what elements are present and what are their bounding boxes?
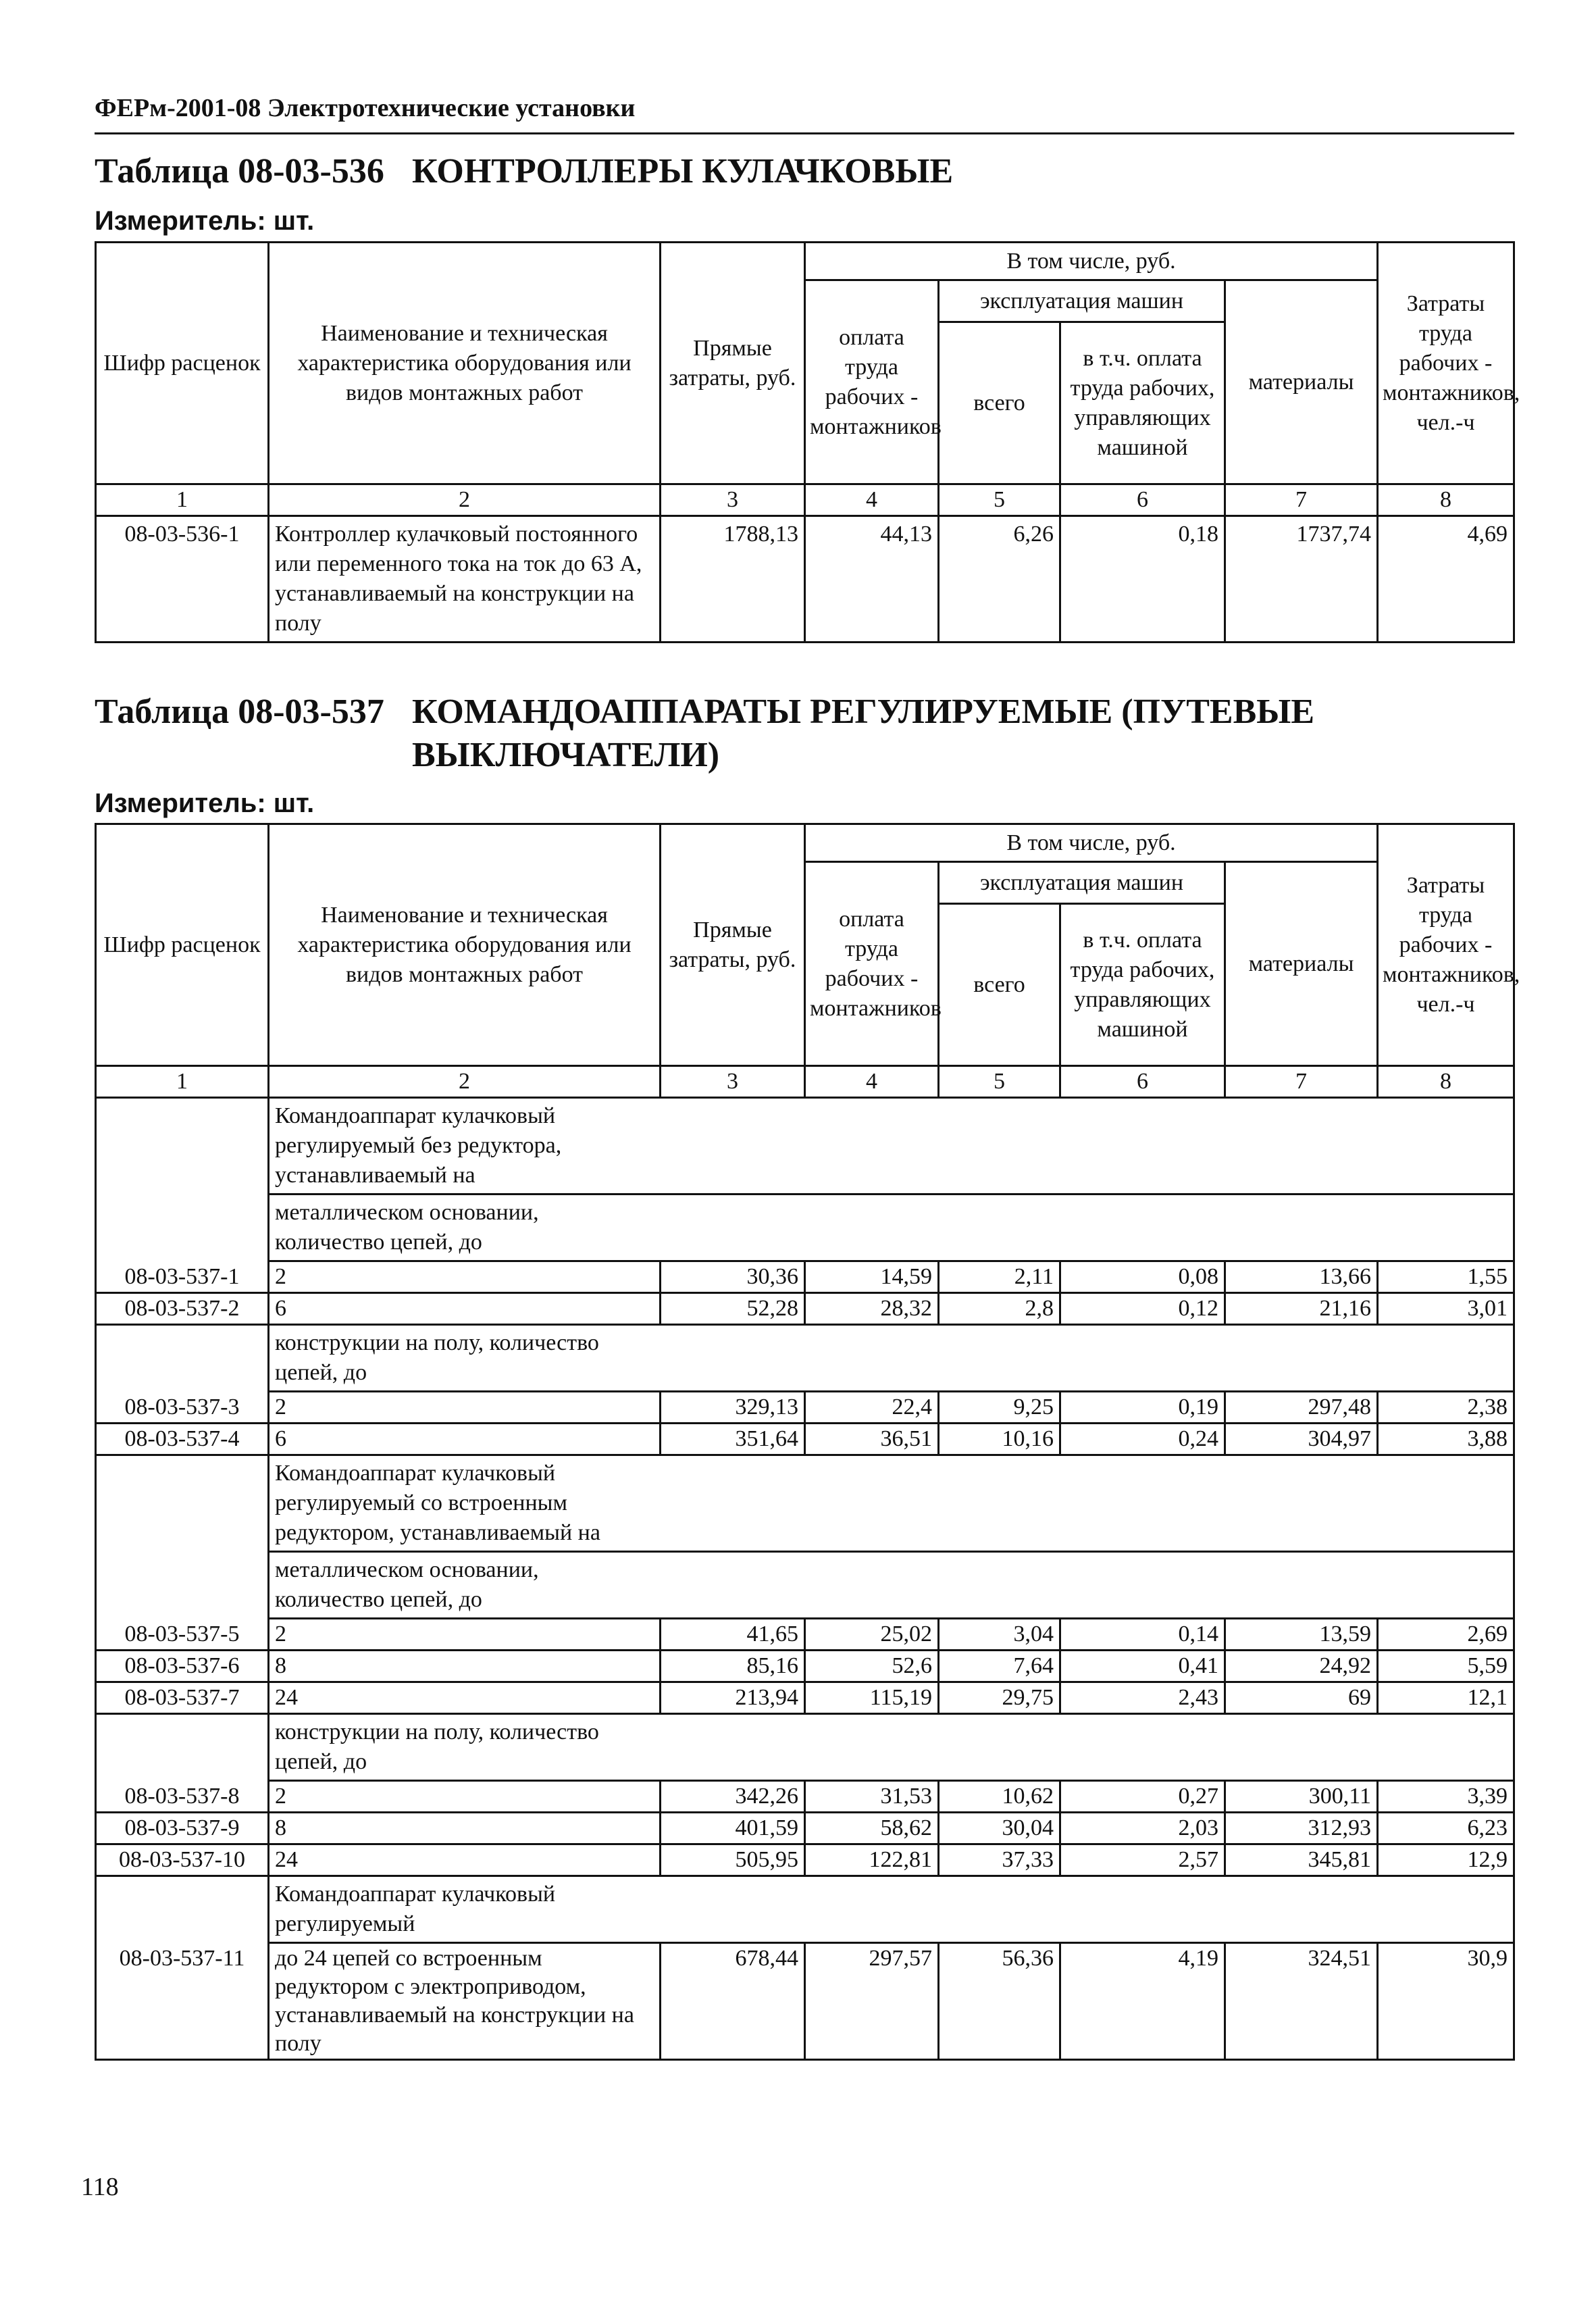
table2-number: Таблица 08-03-537 (95, 693, 384, 731)
group-heading-row (96, 1455, 1514, 1552)
row-machines-pay: 0,18 (1060, 516, 1225, 643)
row-materials: 24,92 (1225, 1651, 1378, 1682)
row-labor: 28,32 (805, 1293, 939, 1325)
colnum: 5 (939, 484, 1060, 516)
row-materials: 300,11 (1225, 1781, 1378, 1813)
row-labor: 115,19 (805, 1682, 939, 1714)
row-materials: 1737,74 (1225, 516, 1378, 643)
colnum: 1 (96, 1066, 269, 1098)
empty-cell (96, 1455, 269, 1552)
header-labor-cost: Затраты труда рабочих - монтажников, чел.-ч (1378, 824, 1514, 1066)
empty-cell (661, 1876, 1514, 1943)
colnum: 2 (269, 1066, 661, 1098)
table-row (96, 1392, 1514, 1424)
row-machines-pay: 0,27 (1060, 1781, 1225, 1813)
colnum: 7 (1225, 1066, 1378, 1098)
row-labor: 14,59 (805, 1261, 939, 1293)
table-row (96, 1261, 1514, 1293)
row-machines-pay: 0,24 (1060, 1424, 1225, 1455)
table1-heading (95, 150, 1506, 193)
column-numbers-row (96, 484, 1514, 516)
group-heading: конструкции на полу, количество цепей, до (269, 1325, 661, 1392)
empty-cell (96, 1325, 269, 1392)
row-labor: 22,4 (805, 1392, 939, 1424)
header-labor-pay: оплата труда рабочих - монтажников (805, 862, 939, 1066)
row-machines-pay: 0,14 (1060, 1619, 1225, 1651)
empty-cell (661, 1325, 1514, 1392)
table-row (96, 1943, 1514, 2060)
row-machines-pay: 0,08 (1060, 1261, 1225, 1293)
empty-cell (661, 1194, 1514, 1261)
header-code: Шифр расценок (96, 243, 269, 484)
row-labor: 122,81 (805, 1844, 939, 1876)
empty-cell (661, 1455, 1514, 1552)
row-machines-pay: 0,12 (1060, 1293, 1225, 1325)
row-name: 6 (269, 1424, 661, 1455)
colnum: 3 (661, 1066, 805, 1098)
colnum: 4 (805, 1066, 939, 1098)
row-direct: 678,44 (661, 1943, 805, 2060)
row-name: до 24 цепей со встроенным редуктором с электроприводом, устанавливаемый на конструкции на полу (269, 1943, 661, 2060)
empty-cell (96, 1098, 269, 1194)
group-heading-row (96, 1876, 1514, 1943)
row-name: 2 (269, 1619, 661, 1651)
colnum: 2 (269, 484, 661, 516)
colnum: 4 (805, 484, 939, 516)
empty-cell (661, 1552, 1514, 1619)
colnum: 6 (1060, 1066, 1225, 1098)
header-machines-pay: в т.ч. оплата труда рабочих, управляющих машиной (1060, 322, 1225, 484)
row-machines: 7,64 (939, 1651, 1060, 1682)
group-heading: металлическом основании, количество цепей, до (269, 1552, 661, 1619)
table-row (96, 516, 1514, 643)
empty-cell (96, 1552, 269, 1619)
row-labor: 44,13 (805, 516, 939, 643)
header-including: В том числе, руб. (805, 243, 1378, 280)
group-heading-row (96, 1098, 1514, 1194)
group-heading-row (96, 1325, 1514, 1392)
table-row (96, 1844, 1514, 1876)
row-materials: 345,81 (1225, 1844, 1378, 1876)
table2 (95, 823, 1520, 2061)
row-code: 08-03-537-1 (96, 1261, 269, 1293)
group-heading: конструкции на полу, количество цепей, до (269, 1714, 661, 1781)
row-labor: 25,02 (805, 1619, 939, 1651)
table-row (96, 1424, 1514, 1455)
row-machines-pay: 2,03 (1060, 1813, 1225, 1844)
header-machines: эксплуатация машин (939, 280, 1225, 322)
group-heading: Командоаппарат кулачковый регулируемый без редуктора, устанавливаемый на (269, 1098, 661, 1194)
row-materials: 21,16 (1225, 1293, 1378, 1325)
empty-cell (661, 1714, 1514, 1781)
row-direct: 351,64 (661, 1424, 805, 1455)
colnum: 1 (96, 484, 269, 516)
table1 (95, 241, 1520, 643)
row-code: 08-03-537-2 (96, 1293, 269, 1325)
row-materials: 312,93 (1225, 1813, 1378, 1844)
row-materials: 324,51 (1225, 1943, 1378, 2060)
row-code: 08-03-537-6 (96, 1651, 269, 1682)
running-head: ФЕРм-2001-08 Электротехнические установки (95, 94, 636, 122)
row-name: 6 (269, 1293, 661, 1325)
row-hours: 3,88 (1378, 1424, 1514, 1455)
table-row (96, 1682, 1514, 1714)
row-name: 8 (269, 1651, 661, 1682)
header-direct-costs: Прямые затраты, руб. (661, 243, 805, 484)
row-direct: 52,28 (661, 1293, 805, 1325)
row-code: 08-03-537-10 (96, 1844, 269, 1876)
row-code: 08-03-537-9 (96, 1813, 269, 1844)
group-heading: Командоаппарат кулачковый регулируемый со встроенным редуктором, устанавливаемый на (269, 1455, 661, 1552)
table-row (96, 1781, 1514, 1813)
row-labor: 36,51 (805, 1424, 939, 1455)
row-materials: 69 (1225, 1682, 1378, 1714)
row-name: 2 (269, 1781, 661, 1813)
header-materials: материалы (1225, 280, 1378, 484)
row-machines-pay: 2,43 (1060, 1682, 1225, 1714)
group-heading-row (96, 1714, 1514, 1781)
table1-unit: Измеритель: шт. (95, 206, 315, 236)
row-direct: 85,16 (661, 1651, 805, 1682)
row-hours: 1,55 (1378, 1261, 1514, 1293)
row-materials: 304,97 (1225, 1424, 1378, 1455)
row-code: 08-03-537-11 (96, 1943, 269, 2060)
colnum: 8 (1378, 484, 1514, 516)
colnum: 8 (1378, 1066, 1514, 1098)
table-row (96, 1651, 1514, 1682)
header-machines-pay: в т.ч. оплата труда рабочих, управляющих машиной (1060, 904, 1225, 1066)
table-row (96, 1619, 1514, 1651)
row-machines-pay: 4,19 (1060, 1943, 1225, 2060)
empty-cell (96, 1714, 269, 1781)
table2-heading (95, 690, 1506, 777)
row-hours: 12,9 (1378, 1844, 1514, 1876)
header-code: Шифр расценок (96, 824, 269, 1066)
row-materials: 13,66 (1225, 1261, 1378, 1293)
row-materials: 13,59 (1225, 1619, 1378, 1651)
row-hours: 2,69 (1378, 1619, 1514, 1651)
header-machines: эксплуатация машин (939, 862, 1225, 904)
row-code: 08-03-537-5 (96, 1619, 269, 1651)
row-machines: 3,04 (939, 1619, 1060, 1651)
row-name: 2 (269, 1261, 661, 1293)
row-direct: 342,26 (661, 1781, 805, 1813)
row-hours: 12,1 (1378, 1682, 1514, 1714)
row-machines-pay: 0,19 (1060, 1392, 1225, 1424)
row-hours: 6,23 (1378, 1813, 1514, 1844)
row-hours: 3,39 (1378, 1781, 1514, 1813)
row-direct: 1788,13 (661, 516, 805, 643)
table1-number: Таблица 08-03-536 (95, 152, 384, 191)
colnum: 3 (661, 484, 805, 516)
row-machines: 10,16 (939, 1424, 1060, 1455)
empty-cell (96, 1194, 269, 1261)
table2-body (96, 1098, 1514, 2060)
row-name: Контроллер кулачковый постоянного или переменного тока на ток до 63 А, устанавливаемый на конструкции на полу (269, 516, 661, 643)
row-machines: 29,75 (939, 1682, 1060, 1714)
row-machines-pay: 0,41 (1060, 1651, 1225, 1682)
column-numbers-row (96, 1066, 1514, 1098)
row-machines: 56,36 (939, 1943, 1060, 2060)
row-machines: 9,25 (939, 1392, 1060, 1424)
row-direct: 401,59 (661, 1813, 805, 1844)
row-machines: 30,04 (939, 1813, 1060, 1844)
row-name: 8 (269, 1813, 661, 1844)
group-heading-row (96, 1552, 1514, 1619)
header-materials: материалы (1225, 862, 1378, 1066)
row-hours: 3,01 (1378, 1293, 1514, 1325)
page-number: 118 (81, 2173, 119, 2201)
row-hours: 30,9 (1378, 1943, 1514, 2060)
row-materials: 297,48 (1225, 1392, 1378, 1424)
header-name: Наименование и техническая характеристика оборудования или видов монтажных работ (269, 243, 661, 484)
colnum: 6 (1060, 484, 1225, 516)
row-labor: 31,53 (805, 1781, 939, 1813)
empty-cell (661, 1098, 1514, 1194)
row-direct: 329,13 (661, 1392, 805, 1424)
row-hours: 4,69 (1378, 516, 1514, 643)
header-name: Наименование и техническая характеристика оборудования или видов монтажных работ (269, 824, 661, 1066)
row-name: 24 (269, 1682, 661, 1714)
group-heading: металлическом основании, количество цепей, до (269, 1194, 661, 1261)
row-machines: 6,26 (939, 516, 1060, 643)
row-direct: 505,95 (661, 1844, 805, 1876)
row-labor: 297,57 (805, 1943, 939, 2060)
colnum: 5 (939, 1066, 1060, 1098)
row-name: 2 (269, 1392, 661, 1424)
table2-title: КОМАНДОАППАРАТЫ РЕГУЛИРУЕМЫЕ (ПУТЕВЫЕ ВЫКЛЮЧАТЕЛИ) (412, 693, 1315, 774)
row-hours: 2,38 (1378, 1392, 1514, 1424)
row-hours: 5,59 (1378, 1651, 1514, 1682)
table1-title: КОНТРОЛЛЕРЫ КУЛАЧКОВЫЕ (412, 152, 954, 191)
header-including: В том числе, руб. (805, 824, 1378, 862)
header-rule (95, 132, 1514, 134)
colnum: 7 (1225, 484, 1378, 516)
header-machines-total: всего (939, 904, 1060, 1066)
group-heading: Командоаппарат кулачковый регулируемый (269, 1876, 661, 1943)
table-row (96, 1813, 1514, 1844)
row-direct: 41,65 (661, 1619, 805, 1651)
row-labor: 58,62 (805, 1813, 939, 1844)
row-direct: 213,94 (661, 1682, 805, 1714)
row-direct: 30,36 (661, 1261, 805, 1293)
row-labor: 52,6 (805, 1651, 939, 1682)
row-code: 08-03-537-3 (96, 1392, 269, 1424)
row-code: 08-03-537-8 (96, 1781, 269, 1813)
group-heading-row (96, 1194, 1514, 1261)
row-machines: 2,8 (939, 1293, 1060, 1325)
empty-cell (96, 1876, 269, 1943)
row-code: 08-03-537-4 (96, 1424, 269, 1455)
row-name: 24 (269, 1844, 661, 1876)
row-machines: 2,11 (939, 1261, 1060, 1293)
header-labor-cost: Затраты труда рабочих - монтажников, чел.-ч (1378, 243, 1514, 484)
row-machines: 10,62 (939, 1781, 1060, 1813)
row-machines: 37,33 (939, 1844, 1060, 1876)
header-labor-pay: оплата труда рабочих - монтажников (805, 280, 939, 484)
row-machines-pay: 2,57 (1060, 1844, 1225, 1876)
table-row (96, 1293, 1514, 1325)
table2-unit: Измеритель: шт. (95, 788, 315, 818)
header-direct-costs: Прямые затраты, руб. (661, 824, 805, 1066)
header-machines-total: всего (939, 322, 1060, 484)
row-code: 08-03-537-7 (96, 1682, 269, 1714)
row-code: 08-03-536-1 (96, 516, 269, 643)
